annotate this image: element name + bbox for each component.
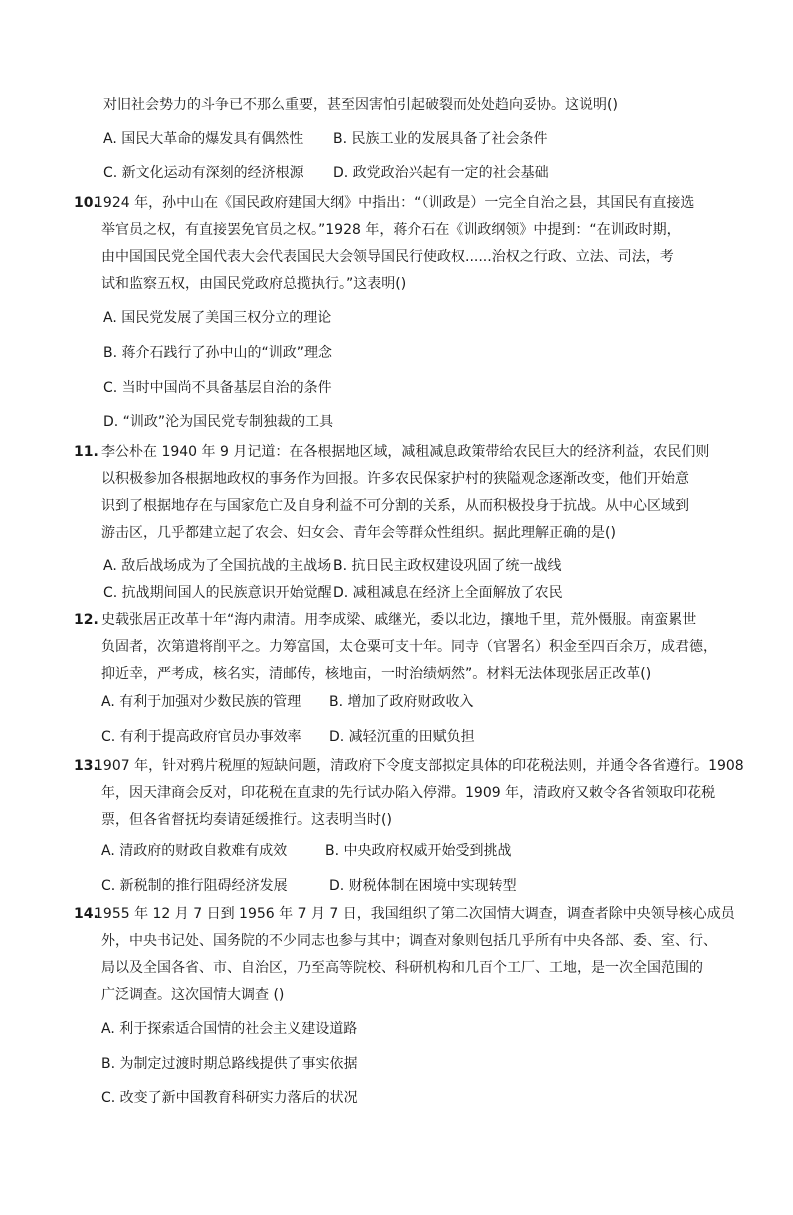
q10-option-a: A. 国民党发展了美国三权分立的理论: [103, 310, 332, 326]
q12-stem-line3: 抑近幸，严考成，核名实，清邮传，核地亩，一时治绩炳然”。材料无法体现张居正改革(): [101, 666, 652, 682]
q10-option-c: C. 当时中国尚不具备基层自治的条件: [103, 380, 332, 396]
q13-stem-line2: 年，因天津商会反对，印花税在直隶的先行试办陷入停滞。1909 年，清政府又敕令各省领取印花税: [101, 785, 716, 801]
q11-stem-line3: 识到了根据地存在与国家危亡及自身利益不可分割的关系，从而积极投身于抗战。从中心区域到: [101, 498, 689, 514]
q12-number: 12.: [74, 612, 99, 628]
q14-number: 14.: [74, 906, 99, 922]
q14-stem-line3: 局以及全国各省、市、自治区，乃至高等院校、科研机构和几百个工厂、工地，是一次全国范围的: [101, 960, 703, 976]
q10-number: 10.: [74, 195, 99, 211]
q9-option-d: D. 政党政治兴起有一定的社会基础: [333, 165, 549, 181]
q10-stem-line3: 由中国国民党全国代表大会代表国民大会领导国民行使政权......治权之行政、立法、司法，考: [101, 249, 674, 265]
q12-option-c: C. 有利于提高政府官员办事效率: [101, 729, 302, 745]
q12-option-a: A. 有利于加强对少数民族的管理: [101, 694, 302, 710]
q14-option-b: B. 为制定过渡时期总路线提供了事实依据: [101, 1056, 358, 1072]
q11-number: 11.: [74, 444, 99, 460]
q11-option-c: C. 抗战期间国人的民族意识开始觉醒: [103, 585, 332, 601]
q13-option-c: C. 新税制的推行阻碍经济发展: [101, 878, 288, 894]
q10-option-d: D. “训政”沦为国民党专制独裁的工具: [103, 414, 334, 430]
q11-option-d: D. 减租减息在经济上全面解放了农民: [333, 585, 563, 601]
q13-option-d: D. 财税体制在困境中实现转型: [329, 878, 517, 894]
q14-stem-line2: 外，中央书记处、国务院的不少同志也参与其中；调查对象则包括几乎所有中央各部、委、室、行、: [101, 933, 717, 949]
q9-stem: 对旧社会势力的斗争已不那么重要，甚至因害怕引起破裂而处处趋向妥协。这说明(): [103, 97, 618, 113]
q12-option-b: B. 增加了政府财政收入: [329, 694, 474, 710]
q11-stem-line4: 游击区，几乎都建立起了农会、妇女会、青年会等群众性组织。据此理解正确的是(): [101, 525, 616, 541]
q13-number: 13.: [74, 758, 99, 774]
q13-stem-line3: 票，但各省督抚均奏请延缓推行。这表明当时(): [101, 812, 392, 828]
q14-stem-line1: 1955 年 12 月 7 日到 1956 年 7 月 7 日，我国组织了第二次国情大调查，调查者除中央领导核心成员: [94, 906, 735, 922]
q14-option-a: A. 利于探索适合国情的社会主义建设道路: [101, 1021, 358, 1037]
q12-option-d: D. 减轻沉重的田赋负担: [329, 729, 475, 745]
q9-option-c: C. 新文化运动有深刻的经济根源: [103, 165, 304, 181]
q10-option-b: B. 蒋介石践行了孙中山的“训政”理念: [103, 345, 333, 361]
q10-stem-line1: 1924 年，孙中山在《国民政府建国大纲》中指出：“（训政是）一完全自治之县，其国民有直接选: [94, 195, 695, 211]
q13-option-a: A. 清政府的财政自救难有成效: [101, 843, 288, 859]
q10-stem-line2: 举官员之权，有直接罢免官员之权。”1928 年，蒋介石在《训政纲领》中提到：“在训政时期，: [101, 222, 681, 238]
q14-option-c: C. 改变了新中国教育科研实力落后的状况: [101, 1090, 358, 1106]
q11-option-b: B. 抗日民主政权建设巩固了统一战线: [333, 558, 562, 574]
q9-option-b: B. 民族工业的发展具备了社会条件: [333, 131, 548, 147]
q13-option-b: B. 中央政府权威开始受到挑战: [325, 843, 512, 859]
q11-stem-line1: 李公朴在 1940 年 9 月记道：在各根据地区域，减租减息政策带给农民巨大的经济利益，农民们则: [101, 444, 710, 460]
q10-stem-line4: 试和监察五权，由国民党政府总揽执行。”这表明(): [101, 276, 407, 292]
q12-stem-line2: 负固者，次第遣将削平之。力筹富国，太仓粟可支十年。同寺（官署名）积金至四百余万，成君德，: [101, 639, 717, 655]
q9-option-a: A. 国民大革命的爆发具有偶然性: [103, 131, 304, 147]
q11-stem-line2: 以积极参加各根据地政权的事务作为回报。许多农民保家护村的狭隘观念逐渐改变，他们开始意: [101, 471, 689, 487]
q12-stem-line1: 史载张居正改革十年“海内肃清。用李成梁、戚继光，委以北边，攘地千里，荒外慑服。南蛮累世: [101, 612, 697, 628]
q11-option-a: A. 敌后战场成为了全国抗战的主战场: [103, 558, 332, 574]
q13-stem-line1: 1907 年，针对鸦片税厘的短缺问题，清政府下令度支部拟定具体的印花税法则，并通令各省遵行。1908: [94, 758, 744, 774]
q14-stem-line4: 广泛调查。这次国情大调查 (): [101, 987, 285, 1003]
